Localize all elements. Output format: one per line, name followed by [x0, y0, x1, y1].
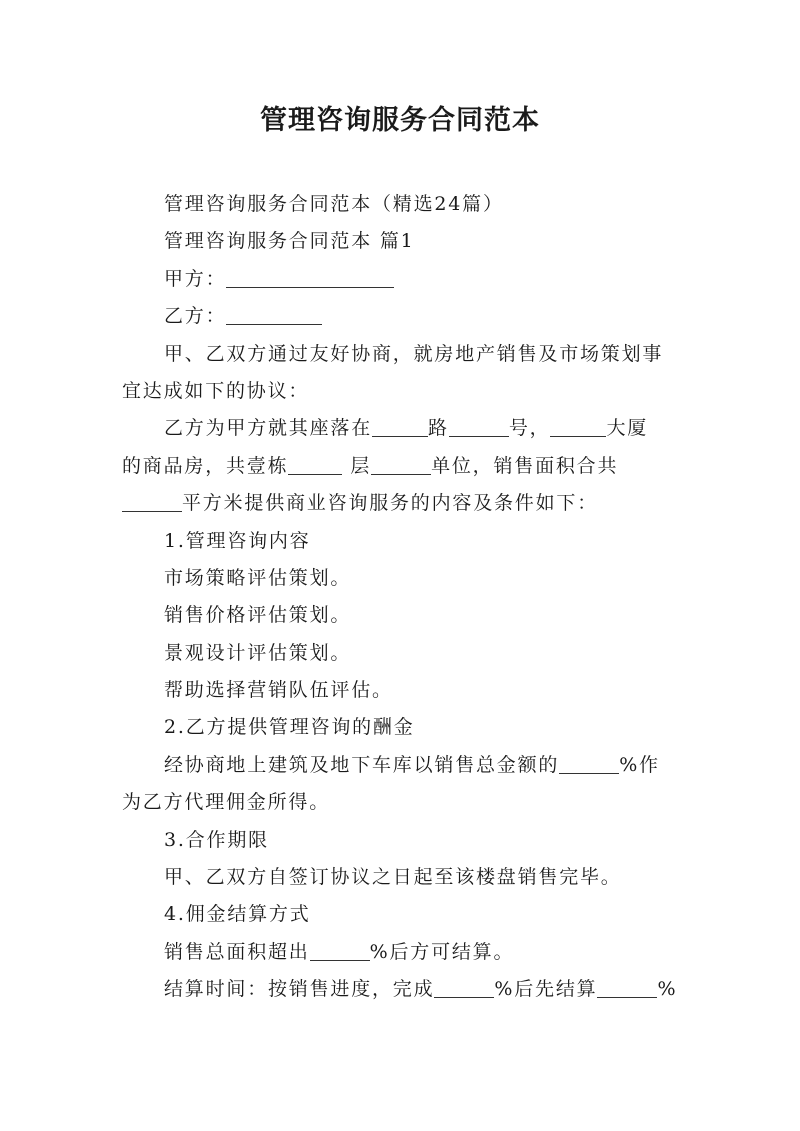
- fee-line-2: 为乙方代理佣金所得。: [122, 791, 331, 814]
- settle-line-2: [122, 971, 687, 1008]
- text-segment: 层: [350, 454, 372, 477]
- text-segment: 大厦: [606, 417, 649, 440]
- settle-area-blank: [310, 941, 370, 961]
- term-line: 甲、乙双方自签订协议之日起至该楼盘销售完毕。: [164, 866, 622, 889]
- settle-line-1: [122, 934, 687, 971]
- party-b-label: 乙方：: [164, 305, 227, 328]
- text-segment: 平方米提供商业咨询服务的内容及条件如下：: [182, 492, 599, 515]
- road-blank: [372, 417, 428, 437]
- party-b-line: [122, 298, 687, 335]
- text-segment: 的商品房，共壹栋: [122, 454, 289, 477]
- section-4-heading: 4.佣金结算方式: [164, 903, 311, 926]
- text-segment: 结算时间：按销售进度，完成: [164, 978, 435, 1001]
- building-blank: [550, 417, 606, 437]
- paragraph-1-line-1: [122, 410, 687, 447]
- section-1-heading: 1.管理咨询内容: [164, 529, 311, 552]
- list-item: 销售价格评估策划。: [164, 604, 352, 627]
- party-a-label: 甲方：: [164, 267, 227, 290]
- building-count-blank: [288, 455, 342, 475]
- text-segment: %作: [619, 753, 660, 776]
- text-segment: %后先结算: [494, 978, 598, 1001]
- text-segment: %后方可结算。: [369, 940, 515, 963]
- list-item: 市场策略评估策划。: [164, 566, 352, 589]
- settle-first-blank: [597, 978, 657, 998]
- intro-line-1: 甲、乙双方通过友好协商，就房地产销售及市场策划事: [164, 342, 664, 365]
- text-segment: 单位，销售面积合共: [431, 454, 619, 477]
- fee-line-1: [122, 747, 687, 784]
- number-blank: [449, 417, 509, 437]
- paragraph-1-line-3: [122, 485, 687, 522]
- fee-percent-blank: [559, 754, 619, 774]
- paragraph-1-line-2: [122, 448, 687, 485]
- list-item: 帮助选择营销队伍评估。: [164, 679, 393, 702]
- text-segment: 乙方为甲方就其座落在: [164, 417, 373, 440]
- text-segment: %: [657, 978, 678, 1001]
- text-segment: 经协商地上建筑及地下车库以销售总金额的: [164, 753, 560, 776]
- area-blank: [122, 492, 182, 512]
- party-b-blank: [226, 305, 322, 325]
- list-item: 景观设计评估策划。: [164, 641, 352, 664]
- party-a-blank: [226, 268, 394, 288]
- settle-progress-blank: [434, 978, 494, 998]
- section-2-heading: 2.乙方提供管理咨询的酬金: [164, 716, 415, 739]
- intro-line-2: 宜达成如下的协议：: [122, 379, 310, 402]
- text-segment: 路: [428, 417, 449, 440]
- text-segment: 号，: [508, 417, 551, 440]
- text-segment: 销售总面积超出: [164, 940, 310, 963]
- party-a-line: [122, 261, 687, 298]
- floor-blank: [371, 455, 431, 475]
- document-body: [122, 186, 687, 1009]
- page-title: 管理咨询服务合同范本: [260, 105, 540, 136]
- section-3-heading: 3.合作期限: [164, 828, 269, 851]
- subtitle: 管理咨询服务合同范本（精选24篇）: [164, 193, 504, 215]
- section-heading: 管理咨询服务合同范本 篇1: [164, 230, 415, 253]
